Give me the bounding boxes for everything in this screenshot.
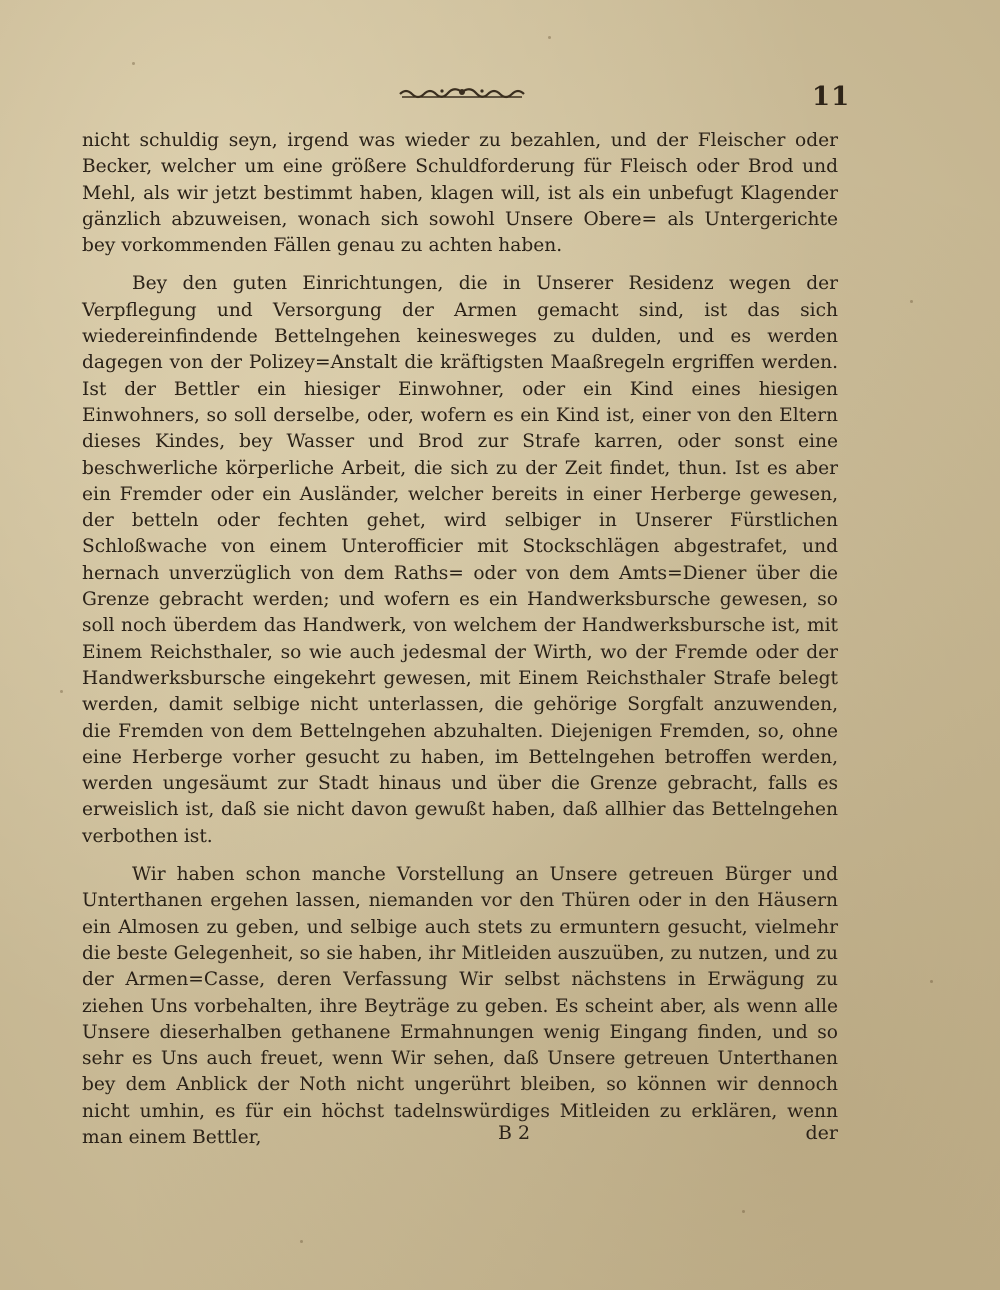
paragraph-3: Wir haben schon manche Vorstellung an Unsere getreuen Bürger und Unterthanen ergehen lassen, niemanden vor den Thüren oder in den Häusern ein Almosen zu geben, und selbige auch stets zu ermuntern gesucht, vielmehr die beste Gelegenheit, so sie haben, ihr Mitleiden auszuüben, zu nutzen, und zu der Armen=Casse, deren Verfassung Wir selbst nächstens in Erwägung zu ziehen Uns vorbehalten, ihre Beyträge zu geben. Es scheint aber, als wenn alle Unsere dieserhalben gethanene Ermahnungen wenig Eingang finden, und so sehr es Uns auch freuet, wenn Wir sehen, daß Unsere getreuen Unterthanen bey dem Anblick der Noth nicht ungerührt bleiben, so können wir dennoch nicht umhin, es für ein höchst tadelnswürdiges Mitleiden zu erklären, wenn man einem Bettler, bbox=[82, 864, 838, 1148]
paragraph-1: nicht schuldig seyn, irgend was wieder zu bezahlen, und der Fleischer oder Becker, welcher um eine größere Schuldforderung für Fleisch oder Brod und Mehl, als wir jetzt bestimmt haben, klagen will, ist als ein unbefugt Klagender gänzlich abzuweisen, wonach sich sowohl Unsere Obere= als Untergerichte bey vorkommenden Fällen genau zu achten haben. bbox=[82, 130, 838, 257]
catchword: der bbox=[805, 1122, 838, 1144]
paper-speck bbox=[60, 690, 63, 693]
paragraph-2: Bey den guten Einrichtungen, die in Unserer Residenz wegen der Verpflegung und Versorgung der Armen gemacht sind, ist das sich wiedereinfindende Bettelngehen keinesweges zu dulden, und es werden dagegen von der Polizey=Anstalt die kräftigsten Maaßregeln ergriffen werden. Ist der Bettler ein hiesiger Einwohner, oder ein Kind eines hiesigen Einwohners, so soll derselbe, oder, wofern es ein Kind ist, einer von den Eltern dieses Kindes, bey Wasser und Brod zur Strafe karren, oder sonst eine beschwerliche körperliche Arbeit, die sich zu der Zeit findet, thun. Ist es aber ein Fremder oder ein Ausländer, welcher bereits in einer Herberge gewesen, der betteln oder fechten gehet, wird selbiger in Unserer Fürstlichen Schloßwache von einem Unterofficier mit Stockschlägen abgestrafet, und hernach unverzüglich von dem Raths= oder von dem Amts=Diener über die Grenze gebracht werden; und wofern es ein Handwerksbursche gewesen, so soll noch überdem das Handwerk, von welchem der Handwerksbursche ist, mit Einem Reichsthaler, so wie auch jedesmal der Wirth, wo der Fremde oder der Handwerksbursche eingekehrt gewesen, mit Einem Reichsthaler Strafe belegt werden, damit selbige nicht unterlassen, die gehörige Sorgfalt anzuwenden, die Fremden von dem Bettelngehen abzuhalten. Diejenigen Fremden, so, ohne eine Herberge vorher gesucht zu haben, im Bettelngehen betroffen werden, werden ungesäumt zur Stadt hinaus und über die Grenze gebracht, falls es erweislich ist, daß sie nicht davon gewußt haben, daß allhier das Bettelngehen verbothen ist. bbox=[82, 273, 838, 847]
signature-mark: B 2 bbox=[498, 1122, 531, 1144]
paper-speck bbox=[548, 36, 551, 39]
header-ornament bbox=[398, 84, 526, 100]
page-footer bbox=[82, 1122, 838, 1150]
body-text bbox=[82, 128, 838, 1151]
paper-speck bbox=[132, 62, 135, 65]
paper-speck bbox=[910, 300, 913, 303]
paper-speck bbox=[742, 1210, 745, 1213]
page-number: 11 bbox=[812, 82, 851, 112]
paper-speck bbox=[930, 980, 933, 983]
paper-speck bbox=[300, 1240, 303, 1243]
